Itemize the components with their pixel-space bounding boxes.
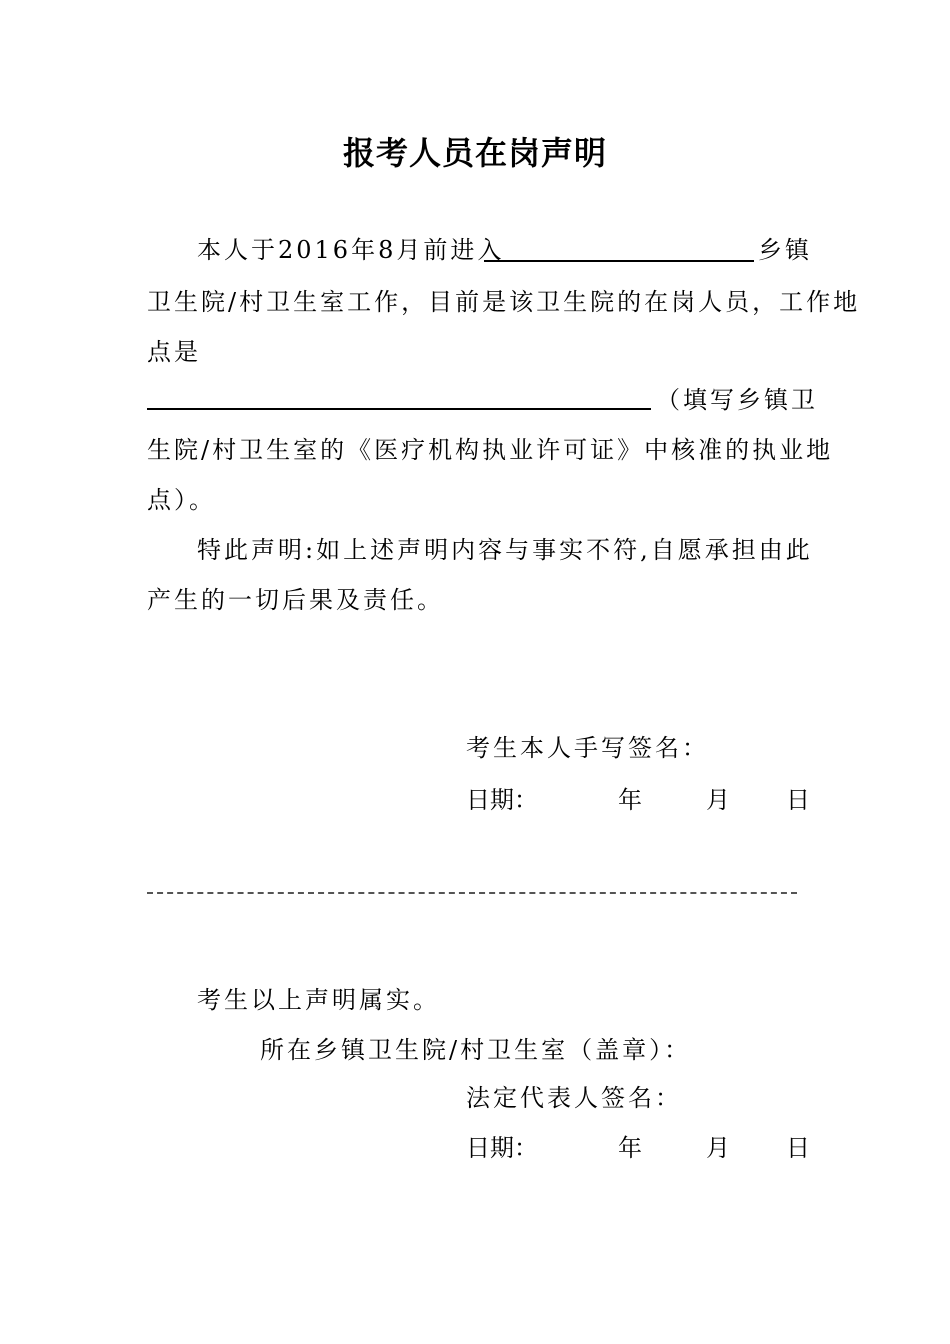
work-location-blank[interactable]: [147, 408, 651, 410]
verification-date-day: 日: [786, 1134, 810, 1162]
paragraph1-line5: 生院/村卫生室的《医疗机构执业许可证》中核准的执业地: [147, 436, 834, 464]
paragraph1-line4-suffix: （填写乡镇卫: [656, 386, 818, 414]
paragraph2-line2: 产生的一切后果及责任。: [147, 586, 444, 614]
paragraph1-line3: 点是: [147, 338, 201, 366]
paragraph1-line2: 卫生院/村卫生室工作，目前是该卫生院的在岗人员，工作地: [147, 288, 861, 316]
workplace-name-blank[interactable]: [484, 260, 754, 262]
candidate-date-day: 日: [786, 786, 810, 814]
page-title: 报考人员在岗声明: [342, 134, 607, 172]
verification-statement: 考生以上声明属实。: [197, 986, 440, 1014]
stamp-label: 所在乡镇卫生院/村卫生室（盖章）：: [260, 1036, 692, 1064]
legal-representative-label: 法定代表人签名：: [466, 1084, 682, 1112]
cut-line-divider: [147, 892, 797, 894]
paragraph1-line6: 点）。: [147, 486, 216, 514]
candidate-date-month: 月: [706, 786, 730, 814]
verification-date-year: 年: [618, 1134, 642, 1162]
candidate-signature-label: 考生本人手写签名：: [466, 734, 709, 762]
verification-date-label: 日期：: [466, 1134, 538, 1162]
verification-date-month: 月: [706, 1134, 730, 1162]
candidate-date-label: 日期：: [466, 786, 538, 814]
paragraph1-line1-suffix: 乡镇: [758, 236, 812, 264]
paragraph2-line1: 特此声明:如上述声明内容与事实不符,自愿承担由此: [197, 536, 813, 564]
candidate-date-year: 年: [618, 786, 642, 814]
paragraph1-line1-prefix: 本人于2016年8月前进入: [197, 236, 505, 264]
